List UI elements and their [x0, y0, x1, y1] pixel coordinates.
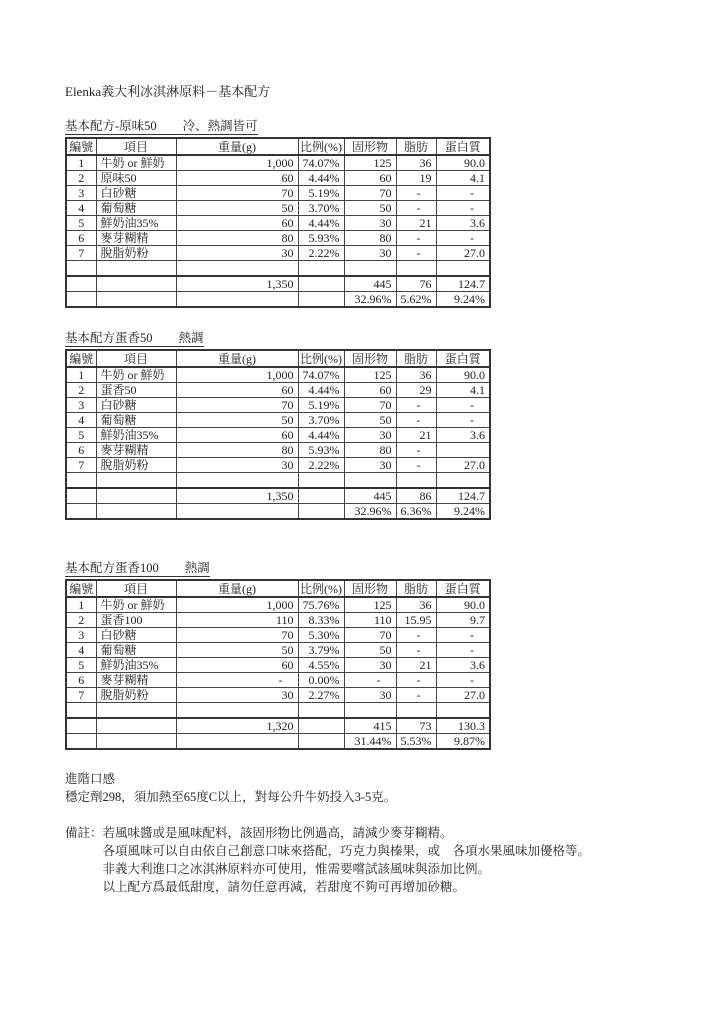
cell	[344, 473, 396, 489]
cell	[344, 703, 396, 719]
table-row	[66, 383, 490, 398]
cell	[436, 443, 490, 458]
column-header: 項目	[96, 350, 176, 367]
cell: -	[436, 201, 490, 216]
table-title: 基本配方-原味50	[65, 119, 157, 133]
cell: 70	[344, 628, 396, 643]
cell	[176, 504, 298, 520]
table-note: 熱調	[178, 331, 204, 345]
column-header: 蛋白質	[436, 138, 490, 155]
cell: 19	[396, 171, 436, 186]
cell: 3.6	[436, 658, 490, 673]
cell: 110	[344, 613, 396, 628]
cell: 1,320	[176, 718, 298, 734]
cell	[176, 473, 298, 489]
cell: 8.33%	[298, 613, 344, 628]
cell: 70	[344, 186, 396, 201]
cell: 110	[176, 613, 298, 628]
cell: 30	[176, 246, 298, 261]
cell: 29	[396, 383, 436, 398]
column-header: 蛋白質	[436, 580, 490, 597]
cell: 1,000	[176, 597, 298, 613]
cell	[66, 276, 96, 292]
cell: 鮮奶油35%	[96, 658, 176, 673]
cell	[66, 488, 96, 504]
cell: -	[436, 628, 490, 643]
table-row	[66, 413, 490, 428]
cell	[396, 473, 436, 489]
cell: 90.0	[436, 155, 490, 171]
cell: 50	[176, 201, 298, 216]
spacer-row	[66, 703, 490, 719]
cell: 70	[176, 186, 298, 201]
header-row	[66, 580, 490, 597]
cell: -	[176, 673, 298, 688]
cell: 白砂糖	[96, 186, 176, 201]
cell: 3.6	[436, 216, 490, 231]
column-header: 固形物	[344, 350, 396, 367]
cell: 60	[344, 383, 396, 398]
cell: 5.19%	[298, 398, 344, 413]
cell: 5	[66, 216, 96, 231]
cell: 4.44%	[298, 428, 344, 443]
cell: 鮮奶油35%	[96, 216, 176, 231]
column-header: 蛋白質	[436, 350, 490, 367]
cell: -	[436, 413, 490, 428]
cell	[298, 261, 344, 277]
table-row	[66, 171, 490, 186]
cell: -	[396, 201, 436, 216]
cell: 80	[176, 443, 298, 458]
page-title: Elenka義大利冰淇淋原料－基本配方	[65, 84, 271, 99]
cell	[436, 703, 490, 719]
cell: 32.96%	[344, 292, 396, 308]
cell: 2.22%	[298, 458, 344, 473]
cell: 4.44%	[298, 383, 344, 398]
cell: 60	[176, 171, 298, 186]
cell	[344, 261, 396, 277]
cell: 50	[344, 201, 396, 216]
cell: 21	[396, 658, 436, 673]
table-note: 冷、熱調皆可	[182, 119, 258, 133]
cell: 9.24%	[436, 292, 490, 308]
advanced-texture-body: 穩定劑298，須加熱至65度C以上，對每公升牛奶投入3-5克。	[65, 790, 397, 804]
cell: 15.95	[396, 613, 436, 628]
cell: 3	[66, 186, 96, 201]
table-row	[66, 443, 490, 458]
cell: 60	[176, 658, 298, 673]
remarks-section	[65, 824, 590, 896]
cell: 4	[66, 201, 96, 216]
cell: 0.00%	[298, 673, 344, 688]
recipe-section-plain50	[65, 119, 491, 308]
cell	[396, 261, 436, 277]
cell: -	[436, 673, 490, 688]
cell: 6	[66, 231, 96, 246]
recipe-section-egg50	[65, 331, 491, 520]
cell: 麥芽糊精	[96, 231, 176, 246]
cell: 1,350	[176, 276, 298, 292]
cell: 86	[396, 488, 436, 504]
column-header: 固形物	[344, 138, 396, 155]
table-title-underline	[65, 561, 210, 577]
cell: 445	[344, 276, 396, 292]
cell: 30	[344, 216, 396, 231]
cell: 7	[66, 688, 96, 703]
table-title-row	[65, 331, 491, 347]
cell: 蛋香100	[96, 613, 176, 628]
table-row	[66, 458, 490, 473]
table-row	[66, 216, 490, 231]
cell: -	[396, 443, 436, 458]
cell	[66, 261, 96, 277]
cell: -	[396, 628, 436, 643]
cell: 6	[66, 673, 96, 688]
cell: 麥芽糊精	[96, 673, 176, 688]
cell: 4.55%	[298, 658, 344, 673]
cell: -	[436, 643, 490, 658]
cell: 80	[344, 231, 396, 246]
cell: 50	[176, 413, 298, 428]
cell: 脫脂奶粉	[96, 458, 176, 473]
table-title: 基本配方蛋香100	[65, 561, 159, 575]
cell: -	[396, 246, 436, 261]
cell: 4	[66, 413, 96, 428]
cell: 32.96%	[344, 504, 396, 520]
cell: 1,000	[176, 367, 298, 383]
cell: 2	[66, 383, 96, 398]
cell: 125	[344, 155, 396, 171]
cell: 4.44%	[298, 216, 344, 231]
cell: 3.70%	[298, 201, 344, 216]
cell: 9.24%	[436, 504, 490, 520]
cell: 2.27%	[298, 688, 344, 703]
cell	[66, 703, 96, 719]
cell: 2	[66, 171, 96, 186]
percent-row	[66, 504, 490, 520]
advanced-texture-title: 進階口感	[65, 772, 116, 786]
cell: 5.62%	[396, 292, 436, 308]
cell: -	[436, 398, 490, 413]
recipe-table	[65, 349, 491, 520]
cell: 牛奶 or 鮮奶	[96, 367, 176, 383]
cell: 6.36%	[396, 504, 436, 520]
header-row	[66, 350, 490, 367]
cell: -	[396, 231, 436, 246]
cell: 70	[176, 398, 298, 413]
cell	[96, 488, 176, 504]
cell: 1	[66, 155, 96, 171]
cell	[396, 703, 436, 719]
cell: 74.07%	[298, 367, 344, 383]
cell: 6	[66, 443, 96, 458]
cell: 5.93%	[298, 231, 344, 246]
cell	[96, 276, 176, 292]
column-header: 重量(g)	[176, 350, 298, 367]
cell	[298, 473, 344, 489]
cell: 9.7	[436, 613, 490, 628]
cell	[176, 734, 298, 750]
remarks-lines	[103, 824, 591, 896]
cell: 牛奶 or 鮮奶	[96, 597, 176, 613]
column-header: 重量(g)	[176, 580, 298, 597]
cell: 90.0	[436, 367, 490, 383]
table-title-underline	[65, 119, 258, 135]
cell: 脫脂奶粉	[96, 688, 176, 703]
recipe-table	[65, 137, 491, 308]
cell	[298, 718, 344, 734]
total-row	[66, 488, 490, 504]
cell: 4	[66, 643, 96, 658]
table-row	[66, 658, 490, 673]
cell: 80	[176, 231, 298, 246]
column-header: 脂肪	[396, 580, 436, 597]
cell: 27.0	[436, 458, 490, 473]
cell: 葡萄糖	[96, 643, 176, 658]
table-title-row	[65, 119, 491, 135]
cell	[96, 292, 176, 308]
cell: 60	[176, 216, 298, 231]
table-row	[66, 367, 490, 383]
cell: 60	[176, 383, 298, 398]
cell: 74.07%	[298, 155, 344, 171]
cell: 3.79%	[298, 643, 344, 658]
recipe-section-egg100	[65, 561, 491, 750]
cell: 30	[344, 428, 396, 443]
cell: 2	[66, 613, 96, 628]
cell: -	[396, 413, 436, 428]
cell: 4.1	[436, 171, 490, 186]
cell: 蛋香50	[96, 383, 176, 398]
cell	[436, 473, 490, 489]
table-title-underline	[65, 331, 204, 347]
table-row	[66, 231, 490, 246]
cell: 30	[176, 458, 298, 473]
cell: 白砂糖	[96, 628, 176, 643]
cell: 130.3	[436, 718, 490, 734]
cell: -	[396, 186, 436, 201]
cell: 5.30%	[298, 628, 344, 643]
column-header: 比例(%)	[300, 139, 342, 154]
cell	[96, 718, 176, 734]
cell: 30	[176, 688, 298, 703]
cell: 9.87%	[436, 734, 490, 750]
table-row	[66, 673, 490, 688]
cell	[66, 292, 96, 308]
cell: 30	[344, 246, 396, 261]
recipe-table	[65, 579, 491, 750]
cell	[66, 734, 96, 750]
cell: 30	[344, 688, 396, 703]
cell: 36	[396, 597, 436, 613]
cell: 75.76%	[298, 597, 344, 613]
column-header: 比例(%)	[300, 581, 342, 596]
cell: 30	[344, 658, 396, 673]
remarks-label: 備註：	[65, 826, 103, 840]
cell: 葡萄糖	[96, 201, 176, 216]
column-header: 比例(%)	[300, 351, 342, 366]
column-header: 編號	[66, 350, 96, 367]
column-header: 項目	[96, 580, 176, 597]
column-header: 項目	[96, 138, 176, 155]
spacer-row	[66, 473, 490, 489]
remark-line: 以上配方爲最低甜度，請勿任意再減，若甜度不夠可再增加砂糖。	[102, 880, 466, 894]
cell: 5	[66, 428, 96, 443]
cell: 4.44%	[298, 171, 344, 186]
cell: 7	[66, 246, 96, 261]
cell: 21	[396, 216, 436, 231]
table-row	[66, 186, 490, 201]
table-row	[66, 428, 490, 443]
cell: 1	[66, 597, 96, 613]
cell: 50	[176, 643, 298, 658]
cell: -	[396, 643, 436, 658]
spacer-row	[66, 261, 490, 277]
cell: 50	[344, 643, 396, 658]
percent-row	[66, 292, 490, 308]
table-row	[66, 628, 490, 643]
cell: 5	[66, 658, 96, 673]
table-row	[66, 398, 490, 413]
cell: 36	[396, 155, 436, 171]
cell: 5.93%	[298, 443, 344, 458]
table-row	[66, 643, 490, 658]
cell: 3.6	[436, 428, 490, 443]
cell	[298, 292, 344, 308]
cell: -	[344, 673, 396, 688]
cell: 3	[66, 628, 96, 643]
cell: 60	[344, 171, 396, 186]
cell: 3	[66, 398, 96, 413]
cell	[298, 703, 344, 719]
cell: 125	[344, 597, 396, 613]
cell: 1,000	[176, 155, 298, 171]
column-header: 重量(g)	[176, 138, 298, 155]
remark-line: 非義大利進口之冰淇淋原料亦可使用，惟需要嚐試該風味與添加比例。	[102, 862, 491, 876]
cell	[66, 718, 96, 734]
cell	[96, 734, 176, 750]
cell: 3.70%	[298, 413, 344, 428]
cell: -	[396, 673, 436, 688]
cell: -	[396, 458, 436, 473]
cell	[298, 504, 344, 520]
cell: 白砂糖	[96, 398, 176, 413]
cell: -	[436, 231, 490, 246]
table-title: 基本配方蛋香50	[65, 331, 153, 345]
cell: 73	[396, 718, 436, 734]
cell	[96, 473, 176, 489]
total-row	[66, 276, 490, 292]
table-row	[66, 597, 490, 613]
cell: 1	[66, 367, 96, 383]
cell	[298, 276, 344, 292]
table-row	[66, 246, 490, 261]
percent-row	[66, 734, 490, 750]
cell	[176, 703, 298, 719]
cell: 30	[344, 458, 396, 473]
cell: 27.0	[436, 688, 490, 703]
cell: 445	[344, 488, 396, 504]
cell: 脫脂奶粉	[96, 246, 176, 261]
table-row	[66, 201, 490, 216]
cell: 36	[396, 367, 436, 383]
cell: 415	[344, 718, 396, 734]
cell: 60	[176, 428, 298, 443]
cell: -	[396, 688, 436, 703]
table-row	[66, 613, 490, 628]
cell	[66, 504, 96, 520]
cell	[176, 292, 298, 308]
remark-line: 若風味醬或是風味配料，該固形物比例過高，請減少麥芽糊精。	[102, 826, 453, 840]
cell: 125	[344, 367, 396, 383]
cell	[436, 261, 490, 277]
cell: 7	[66, 458, 96, 473]
cell: 5.19%	[298, 186, 344, 201]
cell: 4.1	[436, 383, 490, 398]
cell: -	[436, 186, 490, 201]
cell: 124.7	[436, 276, 490, 292]
total-row	[66, 718, 490, 734]
advanced-texture-section	[65, 770, 396, 806]
cell	[176, 261, 298, 277]
cell: 原味50	[96, 171, 176, 186]
table-title-row	[65, 561, 491, 577]
column-header: 編號	[66, 138, 96, 155]
cell: 76	[396, 276, 436, 292]
column-header: 固形物	[344, 580, 396, 597]
header-row	[66, 138, 490, 155]
table-row	[66, 155, 490, 171]
column-header: 脂肪	[396, 138, 436, 155]
cell: 2.22%	[298, 246, 344, 261]
cell: 50	[344, 413, 396, 428]
cell: 麥芽糊精	[96, 443, 176, 458]
cell	[66, 473, 96, 489]
table-note: 熱調	[184, 561, 210, 575]
cell: 5.53%	[396, 734, 436, 750]
cell: 80	[344, 443, 396, 458]
cell: 124.7	[436, 488, 490, 504]
remark-line: 各項風味可以自由依自己創意口味來搭配，巧克力與榛果，或 各項水果風味加優格等。	[102, 844, 591, 858]
column-header: 脂肪	[396, 350, 436, 367]
cell: 鮮奶油35%	[96, 428, 176, 443]
column-header: 編號	[66, 580, 96, 597]
cell: 27.0	[436, 246, 490, 261]
cell: 21	[396, 428, 436, 443]
cell: 70	[176, 628, 298, 643]
cell	[96, 504, 176, 520]
cell	[298, 734, 344, 750]
cell	[298, 488, 344, 504]
cell: 牛奶 or 鮮奶	[96, 155, 176, 171]
cell: 70	[344, 398, 396, 413]
cell: 90.0	[436, 597, 490, 613]
cell: -	[396, 398, 436, 413]
cell	[96, 703, 176, 719]
cell: 葡萄糖	[96, 413, 176, 428]
table-row	[66, 688, 490, 703]
cell	[96, 261, 176, 277]
cell: 31.44%	[344, 734, 396, 750]
cell: 1,350	[176, 488, 298, 504]
